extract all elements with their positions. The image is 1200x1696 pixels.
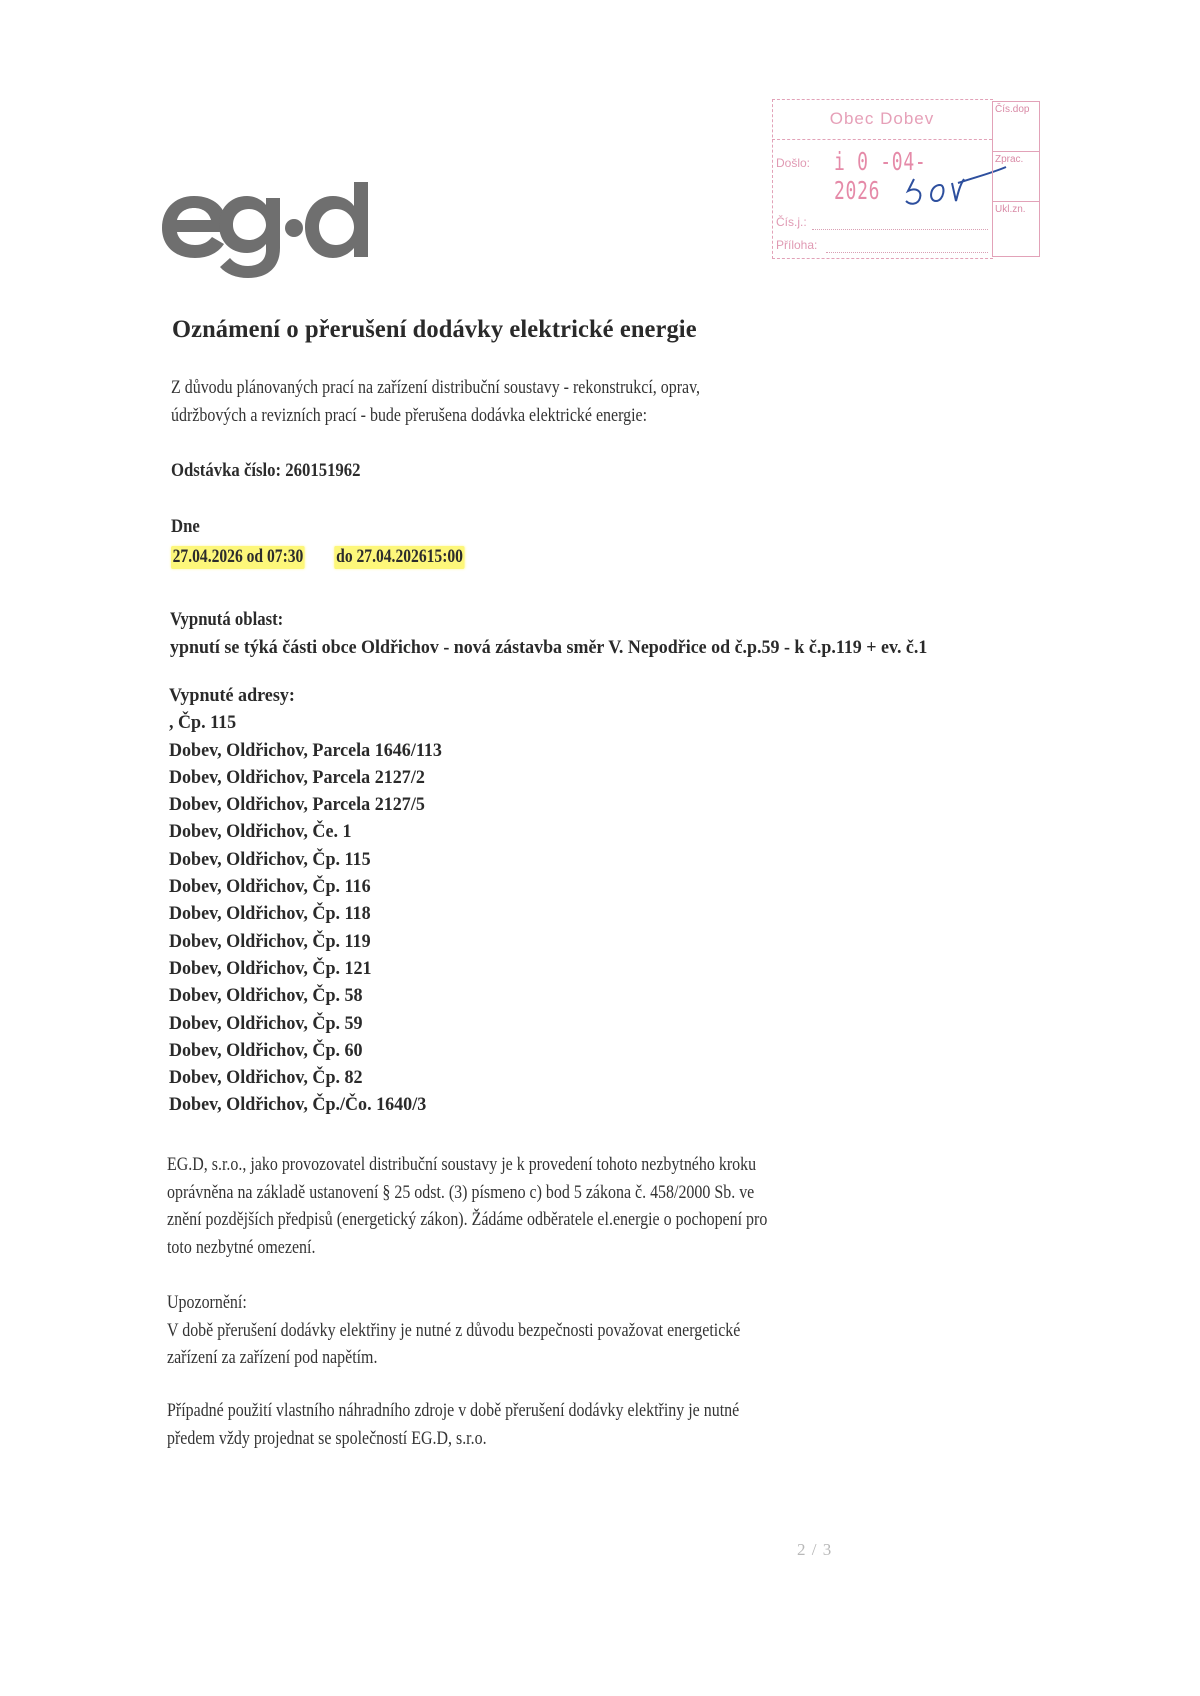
outage-dates [171,546,529,568]
stamp-attachment-label: Příloha: [776,238,818,252]
warning-line: zařízení za zařízení pod napětím. [167,1347,378,1368]
address-item: Dobev, Oldřichov, Če. 1 [169,821,352,843]
stamp-ref-line [812,229,988,230]
outage-number [171,460,386,482]
address-item: Dobev, Oldřichov, Čp. 59 [169,1012,363,1034]
legal-line: oprávněna na základě ustanovení § 25 odst. (3) písmeno c) bod 5 zákona č. 458/2000 Sb. ve [167,1181,755,1203]
stamp-side-cell: Ukl.zn. [995,204,1026,215]
address-item: Dobev, Oldřichov, Čp. 82 [169,1067,363,1089]
stamp-side-cell: Zprac. [993,152,1039,202]
affected-area [170,606,971,662]
address-item: Dobev, Oldřichov, Čp. 115 [169,848,371,870]
stamp-side-cell: Čís.dop [993,102,1039,152]
address-item: Dobev, Oldřichov, Čp. 116 [169,876,371,898]
stamp-organization: Obec Dobev [772,99,992,140]
egd-logo-icon [158,168,368,278]
note-line: předem vždy projednat se společností EG.D, s.r.o. [167,1427,487,1449]
intro-paragraph [171,374,801,429]
outage-end: do 27.04.202615:00 [336,546,463,567]
registry-stamp [772,99,1042,259]
note-line: Případné použití vlastního náhradního zdroje v době přerušení dodávky elektřiny je nutné [167,1400,740,1421]
intro-line: Z důvodu plánovaných prací na zařízení distribuční soustavy - rekonstrukcí, oprav, [171,377,701,398]
address-item: Dobev, Oldřichov, Parcela 2127/5 [169,794,425,816]
stamp-received-label: Došlo: [776,156,811,170]
stamp-attachment-line [826,252,988,253]
affected-addresses [169,682,456,1119]
intro-line: údržbových a revizních prací - bude přerušena dodávka elektrické energie: [171,404,648,426]
page-number: 2 / 3 [797,1540,833,1559]
address-item: Dobev, Oldřichov, Čp. 118 [169,903,371,925]
stamp-received-date: i 0 -04- 2026 [834,147,927,205]
addresses-label: Vypnuté adresy: [169,685,295,706]
address-item: Dobev, Oldřichov, Parcela 1646/113 [169,739,442,761]
area-label: Vypnutá oblast: [170,609,284,630]
outage-start: 27.04.2026 od 07:30 [172,546,304,567]
address-item: , Čp. 115 [169,712,237,734]
warning-paragraph [167,1289,850,1372]
document-title-text: Oznámení o přerušení dodávky elektrické energie [172,314,697,343]
address-item: Dobev, Oldřichov, Čp./Čo. 1640/3 [169,1094,427,1116]
legal-line: toto nezbytné omezení. [167,1236,316,1258]
outage-number-text: Odstávka číslo: 260151962 [171,460,361,481]
warning-label: Upozornění: [167,1292,247,1313]
address-item: Dobev, Oldřichov, Čp. 121 [169,957,372,979]
legal-line: EG.D, s.r.o., jako provozovatel distribuční soustavy je k provedení tohoto nezbytného kroku [167,1154,757,1175]
address-item: Dobev, Oldřichov, Čp. 58 [169,985,363,1007]
address-item: Dobev, Oldřichov, Čp. 60 [169,1039,363,1061]
day-label [171,516,204,538]
warning-line: V době přerušení dodávky elektřiny je nutné z důvodu bezpečnosti považovat energetické [167,1319,741,1341]
note-paragraph [167,1397,848,1452]
address-item: Dobev, Oldřichov, Čp. 119 [169,930,371,952]
address-item: Dobev, Oldřichov, Parcela 2127/2 [169,766,425,788]
area-description: ypnutí se týká části obce Oldřichov - nová zástavba směr V. Nepodřice od č.p.59 - k č.p.119 + ev. č.1 [170,637,928,658]
legal-paragraph [167,1151,882,1261]
stamp-side-column [992,101,1040,257]
address-list [169,709,456,1118]
document-title [172,314,719,344]
egd-logo [158,168,368,278]
legal-line: znění pozdějších předpisů (energetický zákon). Žádáme odběratele el.energie o pochopení pro [167,1209,768,1230]
stamp-ref-label: Čís.j.: [776,215,807,229]
day-label-text: Dne [171,516,200,537]
